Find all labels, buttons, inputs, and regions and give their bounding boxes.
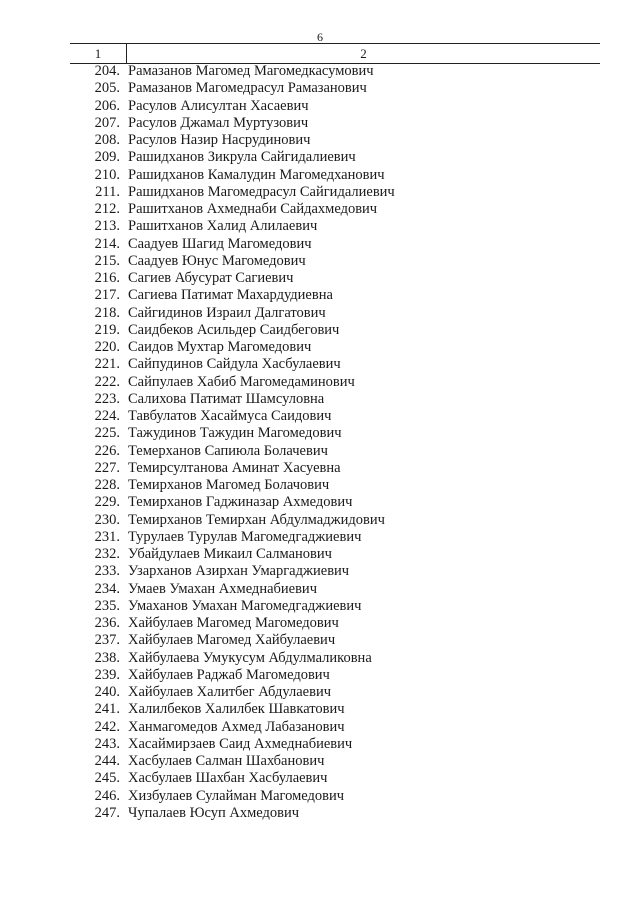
- item-number: 242.: [94, 718, 120, 735]
- list-item: [70, 546, 600, 563]
- list-item: [70, 132, 600, 149]
- person-name: Темирханов Гаджиназар Ахмедович: [128, 494, 353, 511]
- person-name: Рашидханов Камалудин Магомедханович: [128, 166, 385, 183]
- item-number: 214.: [94, 235, 120, 252]
- header-column-number: 1: [94, 46, 102, 61]
- list-item: [70, 236, 600, 253]
- person-name: Саидов Мухтар Магомедович: [128, 339, 312, 355]
- person-name: Сайпулаев Хабиб Магомедаминович: [128, 373, 355, 390]
- item-number: 235.: [94, 597, 120, 614]
- header-column-name: 2: [360, 46, 367, 61]
- person-name: Хайбулаева Умукусум Абдулмаликовна: [128, 649, 372, 666]
- item-number: 219.: [94, 321, 120, 338]
- item-number: 222.: [94, 373, 120, 390]
- list-item: [70, 374, 600, 391]
- person-name: Саидбеков Асильдер Саидбегович: [128, 321, 340, 338]
- person-name: Рашидханов Магомедрасул Сайгидалиевич: [128, 183, 395, 200]
- list-item: [70, 719, 600, 736]
- list-item: [70, 529, 600, 546]
- person-name: Тавбулатов Хасаймуса Саидович: [128, 408, 332, 424]
- item-number: 225.: [94, 425, 120, 442]
- item-number: 218.: [94, 304, 120, 321]
- list-item: [70, 201, 600, 218]
- person-name: Сайпудинов Сайдула Хасбулаевич: [128, 356, 341, 373]
- person-name: Хасбулаев Шахбан Хасбулаевич: [128, 770, 328, 787]
- item-number: 228.: [94, 477, 120, 493]
- list-item: [70, 270, 600, 287]
- person-name: Хасбулаев Салман Шахбанович: [128, 753, 325, 769]
- item-number: 231.: [94, 528, 120, 545]
- item-number: 223.: [94, 390, 120, 407]
- list-item: [70, 149, 600, 166]
- list-item: [70, 770, 600, 787]
- list-item: [70, 356, 600, 373]
- list-item: [70, 63, 600, 80]
- list-item: [70, 701, 600, 718]
- list-item: [70, 218, 600, 235]
- person-name: Чупалаев Юсуп Ахмедович: [128, 804, 300, 821]
- person-name: Убайдулаев Микаил Салманович: [128, 546, 332, 562]
- item-number: 229.: [94, 494, 120, 511]
- person-name: Расулов Алисултан Хасаевич: [128, 97, 309, 114]
- person-name: Саадуев Шагид Магомедович: [128, 235, 312, 252]
- list-item: [70, 167, 600, 184]
- item-number: 211.: [95, 183, 120, 200]
- item-number: 243.: [94, 735, 120, 752]
- item-number: 239.: [94, 666, 120, 683]
- list-item: [70, 788, 600, 805]
- list-item: [70, 391, 600, 408]
- item-number: 210.: [94, 166, 120, 183]
- item-number: 216.: [94, 270, 120, 286]
- item-number: 221.: [94, 356, 120, 373]
- item-number: 236.: [94, 615, 120, 631]
- list-item: [70, 460, 600, 477]
- list-item: [70, 615, 600, 632]
- item-number: 217.: [94, 287, 120, 304]
- list-item: [70, 736, 600, 753]
- person-name: Расулов Джамал Муртузович: [128, 114, 309, 131]
- person-name: Ханмагомедов Ахмед Лабазанович: [128, 718, 345, 735]
- person-name: Хайбулаев Магомед Магомедович: [128, 615, 339, 631]
- list-item: [70, 408, 600, 425]
- list-item: [70, 494, 600, 511]
- item-number: 245.: [94, 770, 120, 787]
- person-name: Халилбеков Халилбек Шавкатович: [128, 701, 345, 718]
- item-number: 238.: [94, 649, 120, 666]
- item-number: 207.: [94, 114, 120, 131]
- person-name: Сайгидинов Израил Далгатович: [128, 304, 326, 321]
- person-name: Турулаев Турулав Магомедгаджиевич: [128, 528, 362, 545]
- person-name: Хайбулаев Раджаб Магомедович: [128, 666, 330, 683]
- person-name: Узарханов Азирхан Умаргаджиевич: [128, 563, 350, 580]
- person-name: Хайбулаев Магомед Хайбулаевич: [128, 632, 336, 649]
- item-number: 204.: [94, 63, 120, 79]
- person-name: Салихова Патимат Шамсуловна: [128, 390, 325, 407]
- item-number: 244.: [94, 753, 120, 769]
- item-number: 227.: [94, 459, 120, 476]
- list-item: [70, 339, 600, 356]
- person-name: Рамазанов Магомедрасул Рамазанович: [128, 80, 367, 97]
- item-number: 208.: [94, 132, 120, 148]
- item-number: 220.: [94, 339, 120, 355]
- list-item: [70, 184, 600, 201]
- item-number: 215.: [94, 252, 120, 269]
- person-name: Рашитханов Халид Алилаевич: [128, 218, 318, 235]
- item-number: 226.: [94, 442, 120, 459]
- list-item: [70, 98, 600, 115]
- person-name: Рамазанов Магомед Магомедкасумович: [128, 63, 374, 79]
- item-number: 240.: [94, 684, 120, 700]
- item-number: 213.: [94, 218, 120, 235]
- list-item: [70, 305, 600, 322]
- list-item: [70, 632, 600, 649]
- person-name: Сагиев Абусурат Сагиевич: [128, 270, 294, 286]
- person-name: Рашитханов Ахмеднаби Сайдахмедович: [128, 201, 378, 217]
- person-name: Расулов Назир Насрудинович: [128, 132, 311, 148]
- item-number: 224.: [94, 408, 120, 424]
- list-item: [70, 80, 600, 97]
- person-name: Рашидханов Зикрула Сайгидалиевич: [128, 149, 356, 166]
- person-name: Умаханов Умахан Магомедгаджиевич: [128, 597, 362, 614]
- list-item: [70, 581, 600, 598]
- table-header: [70, 43, 600, 64]
- list-item: [70, 563, 600, 580]
- item-number: 212.: [94, 201, 120, 217]
- list-item: [70, 477, 600, 494]
- item-number: 237.: [94, 632, 120, 649]
- person-name: Хизбулаев Сулайман Магомедович: [128, 787, 345, 804]
- list-item: [70, 115, 600, 132]
- person-name: Саадуев Юнус Магомедович: [128, 252, 306, 269]
- item-number: 246.: [94, 787, 120, 804]
- page-number: 6: [317, 30, 323, 44]
- item-number: 233.: [94, 563, 120, 580]
- person-name: Сагиева Патимат Махардудиевна: [128, 287, 333, 304]
- list-item: [70, 805, 600, 822]
- person-name: Хасаймирзаев Саид Ахмеднабиевич: [128, 735, 353, 752]
- person-name: Темирханов Магомед Болачович: [128, 477, 330, 493]
- person-name: Хайбулаев Халитбег Абдулаевич: [128, 684, 331, 700]
- person-name: Тажудинов Тажудин Магомедович: [128, 425, 342, 442]
- person-name: Темерханов Сапиюла Болачевич: [128, 442, 328, 459]
- list-item: [70, 443, 600, 460]
- item-number: 232.: [94, 546, 120, 562]
- list-item: [70, 287, 600, 304]
- item-number: 234.: [94, 580, 120, 597]
- list-item: [70, 650, 600, 667]
- item-number: 230.: [94, 511, 120, 528]
- person-name: Темирханов Темирхан Абдулмаджидович: [128, 511, 385, 528]
- list-item: [70, 425, 600, 442]
- item-number: 209.: [94, 149, 120, 166]
- item-number: 206.: [94, 97, 120, 114]
- list-item: [70, 512, 600, 529]
- list-item: [70, 598, 600, 615]
- person-name: Умаев Умахан Ахмеднабиевич: [128, 580, 317, 597]
- item-number: 247.: [94, 804, 120, 821]
- person-name: Темирсултанова Аминат Хасуевна: [128, 459, 341, 476]
- list-item: [70, 684, 600, 701]
- name-list: [70, 63, 600, 822]
- list-item: [70, 322, 600, 339]
- list-item: [70, 667, 600, 684]
- item-number: 205.: [94, 80, 120, 97]
- list-item: [70, 253, 600, 270]
- item-number: 241.: [94, 701, 120, 718]
- list-item: [70, 753, 600, 770]
